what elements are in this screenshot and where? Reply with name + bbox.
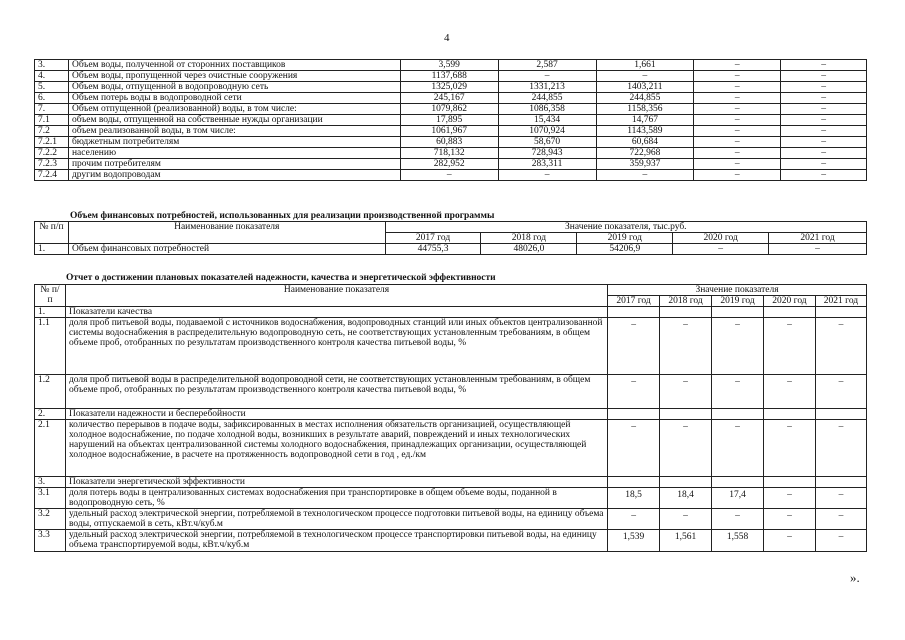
year-header: 2019 год: [577, 233, 673, 244]
value-cell: –: [712, 375, 764, 409]
value-cell: –: [815, 375, 866, 409]
value-cell: –: [694, 126, 781, 137]
row-name: Показатели энергетической эффективности: [65, 477, 607, 488]
row-name: бюджетным потребителям: [68, 137, 400, 148]
value-cell: –: [781, 71, 867, 82]
row-name: объем воды, отпущенной на собственные нужды организации: [68, 115, 400, 126]
water-volume-table: [34, 59, 867, 181]
row-name: удельный расход электрической энергии, потребляемой в технологическом процессе подготовки питьевой воды, на единицу объема воды, отпускаемой в сеть, кВт.ч/куб.м: [65, 509, 607, 530]
table-row: [35, 170, 867, 181]
table-row: [35, 509, 867, 530]
value-cell: –: [764, 318, 816, 375]
row-number: 1.: [35, 307, 66, 318]
value-cell: –: [694, 137, 781, 148]
row-number: 2.1: [35, 420, 66, 477]
value-cell: 48026,0: [481, 244, 577, 255]
value-cell: 1061,967: [400, 126, 498, 137]
year-header: 2020 год: [764, 296, 816, 307]
row-number: 4.: [35, 71, 69, 82]
value-cell: [712, 477, 764, 488]
value-cell: 244,855: [498, 93, 596, 104]
value-cell: –: [694, 82, 781, 93]
table-row: [35, 60, 867, 71]
value-cell: [712, 409, 764, 420]
indicators-table: [34, 284, 867, 552]
row-name: объем реализованной воды, в том числе:: [68, 126, 400, 137]
value-cell: –: [781, 93, 867, 104]
row-number: 2.: [35, 409, 66, 420]
value-cell: –: [781, 159, 867, 170]
value-cell: –: [596, 170, 694, 181]
value-cell: 54206,9: [577, 244, 673, 255]
value-cell: –: [781, 104, 867, 115]
row-number: 7.1: [35, 115, 69, 126]
row-name: Объем отпущенной (реализованной) воды, в том числе:: [68, 104, 400, 115]
value-cell: –: [815, 488, 866, 509]
value-cell: –: [694, 170, 781, 181]
value-cell: 1,561: [660, 530, 712, 552]
row-number: 3.: [35, 477, 66, 488]
value-cell: 58,670: [498, 137, 596, 148]
value-cell: –: [660, 318, 712, 375]
value-cell: 359,937: [596, 159, 694, 170]
row-number: 3.1: [35, 488, 66, 509]
value-cell: [764, 307, 816, 318]
value-cell: –: [608, 509, 660, 530]
value-cell: –: [769, 244, 867, 255]
row-name: населению: [68, 148, 400, 159]
page-number: 4: [444, 32, 450, 44]
value-cell: –: [764, 530, 816, 552]
value-cell: [764, 409, 816, 420]
value-cell: –: [694, 93, 781, 104]
value-cell: –: [781, 60, 867, 71]
row-name: другим водопроводам: [68, 170, 400, 181]
value-cell: –: [596, 71, 694, 82]
value-cell: –: [764, 488, 816, 509]
value-cell: –: [712, 318, 764, 375]
value-cell: 1,539: [608, 530, 660, 552]
value-cell: –: [660, 420, 712, 477]
section-row: [35, 477, 867, 488]
table-row: [35, 126, 867, 137]
row-number: 7.: [35, 104, 69, 115]
value-cell: 728,943: [498, 148, 596, 159]
year-header: 2018 год: [660, 296, 712, 307]
value-cell: 1331,213: [498, 82, 596, 93]
value-cell: –: [694, 159, 781, 170]
value-cell: [608, 409, 660, 420]
year-header: 2019 год: [712, 296, 764, 307]
value-cell: [815, 409, 866, 420]
row-name: Объем финансовых потребностей: [68, 244, 385, 255]
value-cell: 60,684: [596, 137, 694, 148]
value-cell: [608, 477, 660, 488]
value-cell: 2,587: [498, 60, 596, 71]
value-cell: –: [608, 420, 660, 477]
row-number: 7.2.3: [35, 159, 69, 170]
row-name: доля проб питьевой воды, подаваемой с источников водоснабжения, водопроводных станций или иных объектов централизованной системы водоснабжения в распределительную водопроводную сеть, не соответствующих установленным требованиям, в общем объеме проб, отобранных по результатам производственного контроля качества питьевой воды, %: [65, 318, 607, 375]
section-row: [35, 409, 867, 420]
value-cell: 718,132: [400, 148, 498, 159]
year-header: 2017 год: [385, 233, 481, 244]
value-cell: 15,434: [498, 115, 596, 126]
value-cell: –: [608, 318, 660, 375]
value-cell: –: [815, 318, 866, 375]
value-cell: –: [694, 71, 781, 82]
value-cell: [712, 307, 764, 318]
row-name: Объем воды, полученной от сторонних поставщиков: [68, 60, 400, 71]
value-cell: [660, 307, 712, 318]
value-cell: 1137,688: [400, 71, 498, 82]
value-cell: 17,895: [400, 115, 498, 126]
table-row: [35, 244, 867, 255]
row-name: доля потерь воды в централизованных системах водоснабжения при транспортировке в общем объеме воды, поданной в водопроводную сеть, %: [65, 488, 607, 509]
value-cell: 1158,356: [596, 104, 694, 115]
col-value-header: Значение показателя, тыс.руб.: [385, 222, 866, 233]
value-cell: [764, 477, 816, 488]
row-name: количество перерывов в подаче воды, зафиксированных в местах исполнения обязательств организацией, осуществляющей холодное водоснабжение, по подаче холодной воды, возникших в результате аварий, повреждений и иных технологических нарушений на объектах централизованной системы холодного водоснабжения, принадлежащих организации, осуществляющей холодное водоснабжение, в расчете на протяженность водопроводной сети в год , ед./км: [65, 420, 607, 477]
value-cell: –: [781, 126, 867, 137]
value-cell: 1,558: [712, 530, 764, 552]
value-cell: 44755,3: [385, 244, 481, 255]
closing-mark: ».: [850, 570, 860, 585]
table-row: [35, 82, 867, 93]
table-row: [35, 318, 867, 375]
table-row: [35, 488, 867, 509]
row-name: Показатели качества: [65, 307, 607, 318]
year-header: 2020 год: [673, 233, 769, 244]
row-number: 3.: [35, 60, 69, 71]
value-cell: –: [694, 104, 781, 115]
value-cell: 17,4: [712, 488, 764, 509]
table-row: [35, 71, 867, 82]
value-cell: –: [781, 137, 867, 148]
value-cell: –: [781, 115, 867, 126]
value-cell: 1070,924: [498, 126, 596, 137]
year-header: 2018 год: [481, 233, 577, 244]
value-cell: –: [781, 82, 867, 93]
row-name: удельный расход электрической энергии, потребляемой в технологическом процессе транспортировки питьевой воды, на единицу объема транспортируемой воды, кВт.ч/куб.м: [65, 530, 607, 552]
value-cell: [660, 409, 712, 420]
col-name-header: Наименование показателя: [65, 285, 607, 307]
value-cell: 722,968: [596, 148, 694, 159]
value-cell: 282,952: [400, 159, 498, 170]
value-cell: –: [781, 170, 867, 181]
value-cell: [608, 307, 660, 318]
col-no-header: № п/п: [35, 285, 66, 307]
value-cell: –: [694, 148, 781, 159]
finance-table-caption: Объем финансовых потребностей, использованных для реализации производственной программы: [70, 211, 495, 221]
value-cell: –: [815, 420, 866, 477]
value-cell: 1079,862: [400, 104, 498, 115]
row-number: 7.2: [35, 126, 69, 137]
value-cell: 3,599: [400, 60, 498, 71]
table-row: [35, 93, 867, 104]
section-row: [35, 307, 867, 318]
value-cell: 244,855: [596, 93, 694, 104]
row-name: Показатели надежности и бесперебойности: [65, 409, 607, 420]
value-cell: 245,167: [400, 93, 498, 104]
indicators-table-caption: Отчет о достижении плановых показателей надежности, качества и энергетической эффективности: [66, 273, 496, 283]
value-cell: –: [694, 60, 781, 71]
value-cell: –: [764, 375, 816, 409]
row-number: 1.2: [35, 375, 66, 409]
year-header: 2021 год: [815, 296, 866, 307]
value-cell: [815, 477, 866, 488]
value-cell: –: [815, 530, 866, 552]
value-cell: –: [498, 71, 596, 82]
row-number: 7.2.2: [35, 148, 69, 159]
table-row: [35, 420, 867, 477]
value-cell: [815, 307, 866, 318]
value-cell: –: [694, 115, 781, 126]
row-number: 1.1: [35, 318, 66, 375]
value-cell: –: [608, 375, 660, 409]
row-number: 7.2.4: [35, 170, 69, 181]
value-cell: 60,883: [400, 137, 498, 148]
value-cell: 18,4: [660, 488, 712, 509]
value-cell: –: [764, 420, 816, 477]
year-header: 2017 год: [608, 296, 660, 307]
value-cell: –: [781, 148, 867, 159]
col-name-header: Наименование показателя: [68, 222, 385, 244]
row-name: Объем воды, отпущенной в водопроводную сеть: [68, 82, 400, 93]
row-number: 5.: [35, 82, 69, 93]
table-row: [35, 530, 867, 552]
year-header: 2021 год: [769, 233, 867, 244]
row-name: Объем воды, пропущенной через очистные сооружения: [68, 71, 400, 82]
value-cell: –: [660, 509, 712, 530]
value-cell: 18,5: [608, 488, 660, 509]
value-cell: –: [712, 509, 764, 530]
value-cell: 283,311: [498, 159, 596, 170]
row-name: Объем потерь воды в водопроводной сети: [68, 93, 400, 104]
value-cell: –: [673, 244, 769, 255]
row-number: 3.2: [35, 509, 66, 530]
row-name: доля проб питьевой воды в распределительной водопроводной сети, не соответствующих установленным требованиям, в общем объеме проб, отобранных по результатам производственного контроля качества питьевой воды, %: [65, 375, 607, 409]
value-cell: 1403,211: [596, 82, 694, 93]
value-cell: 1143,589: [596, 126, 694, 137]
col-value-header: Значение показателя: [608, 285, 867, 296]
col-no-header: № п/п: [35, 222, 69, 244]
row-number: 7.2.1: [35, 137, 69, 148]
value-cell: –: [764, 509, 816, 530]
table-row: [35, 115, 867, 126]
table-row: [35, 159, 867, 170]
row-name: прочим потребителям: [68, 159, 400, 170]
value-cell: –: [815, 509, 866, 530]
table-row: [35, 104, 867, 115]
value-cell: –: [498, 170, 596, 181]
value-cell: –: [712, 420, 764, 477]
row-number: 6.: [35, 93, 69, 104]
table-row: [35, 375, 867, 409]
finance-table: [34, 221, 867, 255]
table-row: [35, 137, 867, 148]
value-cell: –: [660, 375, 712, 409]
value-cell: 14,767: [596, 115, 694, 126]
row-number: 3.3: [35, 530, 66, 552]
value-cell: –: [400, 170, 498, 181]
row-number: 1.: [35, 244, 69, 255]
value-cell: 1,661: [596, 60, 694, 71]
value-cell: 1086,358: [498, 104, 596, 115]
value-cell: 1325,029: [400, 82, 498, 93]
value-cell: [660, 477, 712, 488]
table-row: [35, 148, 867, 159]
